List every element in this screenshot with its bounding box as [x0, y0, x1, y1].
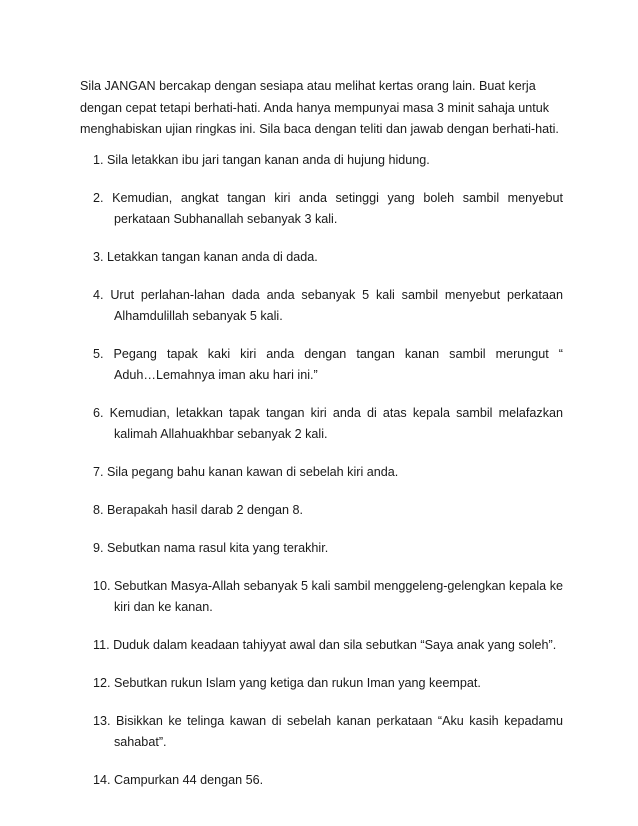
question-list	[93, 150, 563, 808]
instructions-paragraph	[80, 76, 570, 141]
question-item	[93, 635, 563, 656]
question-continuation: perkataan Subhanallah sebanyak 3 kali.	[114, 212, 338, 226]
question-item	[93, 285, 563, 327]
question-text: 8. Berapakah hasil darab 2 dengan 8.	[93, 503, 304, 517]
question-item	[93, 247, 563, 268]
question-text: 3. Letakkan tangan kanan anda di dada.	[93, 250, 318, 264]
question-continuation: kalimah Allahuakhbar sebanyak 2 kali.	[114, 427, 328, 441]
question-item	[93, 462, 563, 483]
question-item	[93, 538, 563, 559]
question-text: 13. Bisikkan ke telinga kawan di sebelah kanan perkataan “Aku kasih kepadamu	[93, 714, 563, 728]
question-continuation: kiri dan ke kanan.	[114, 600, 213, 614]
question-item	[93, 673, 563, 694]
question-item	[93, 770, 563, 791]
question-item	[93, 500, 563, 521]
question-text: 12. Sebutkan rukun Islam yang ketiga dan rukun Iman yang keempat.	[93, 676, 481, 690]
question-item	[93, 344, 563, 386]
instructions-line: Sila JANGAN bercakap dengan sesiapa atau melihat kertas orang lain. Buat kerja	[80, 79, 536, 93]
question-text: 11. Duduk dalam keadaan tahiyyat awal dan sila sebutkan “Saya anak yang soleh”.	[93, 638, 557, 652]
question-continuation: Aduh…Lemahnya iman aku hari ini.”	[114, 368, 318, 382]
question-continuation: Alhamdulillah sebanyak 5 kali.	[114, 309, 283, 323]
question-text: 1. Sila letakkan ibu jari tangan kanan anda di hujung hidung.	[93, 153, 430, 167]
question-text: 6. Kemudian, letakkan tapak tangan kiri anda di atas kepala sambil melafazkan	[93, 406, 563, 420]
question-text: 7. Sila pegang bahu kanan kawan di sebelah kiri anda.	[93, 465, 399, 479]
question-text: 10. Sebutkan Masya-Allah sebanyak 5 kali sambil menggeleng-gelengkan kepala ke	[93, 579, 563, 593]
question-item	[93, 188, 563, 230]
instructions-line: menghabiskan ujian ringkas ini. Sila baca dengan teliti dan jawab dengan berhati-hati.	[80, 122, 559, 136]
question-item	[93, 711, 563, 753]
question-text: 9. Sebutkan nama rasul kita yang terakhir.	[93, 541, 329, 555]
question-text: 2. Kemudian, angkat tangan kiri anda setinggi yang boleh sambil menyebut	[93, 191, 563, 205]
question-item	[93, 403, 563, 445]
question-item	[93, 576, 563, 618]
question-text: 4. Urut perlahan-lahan dada anda sebanyak 5 kali sambil menyebut perkataan	[93, 288, 563, 302]
question-text: 5. Pegang tapak kaki kiri anda dengan tangan kanan sambil merungut “	[93, 347, 563, 361]
instructions-line: dengan cepat tetapi berhati-hati. Anda hanya mempunyai masa 3 minit sahaja untuk	[80, 100, 550, 115]
question-text: 14. Campurkan 44 dengan 56.	[93, 773, 264, 787]
question-item	[93, 150, 563, 171]
question-continuation: sahabat”.	[114, 735, 167, 749]
